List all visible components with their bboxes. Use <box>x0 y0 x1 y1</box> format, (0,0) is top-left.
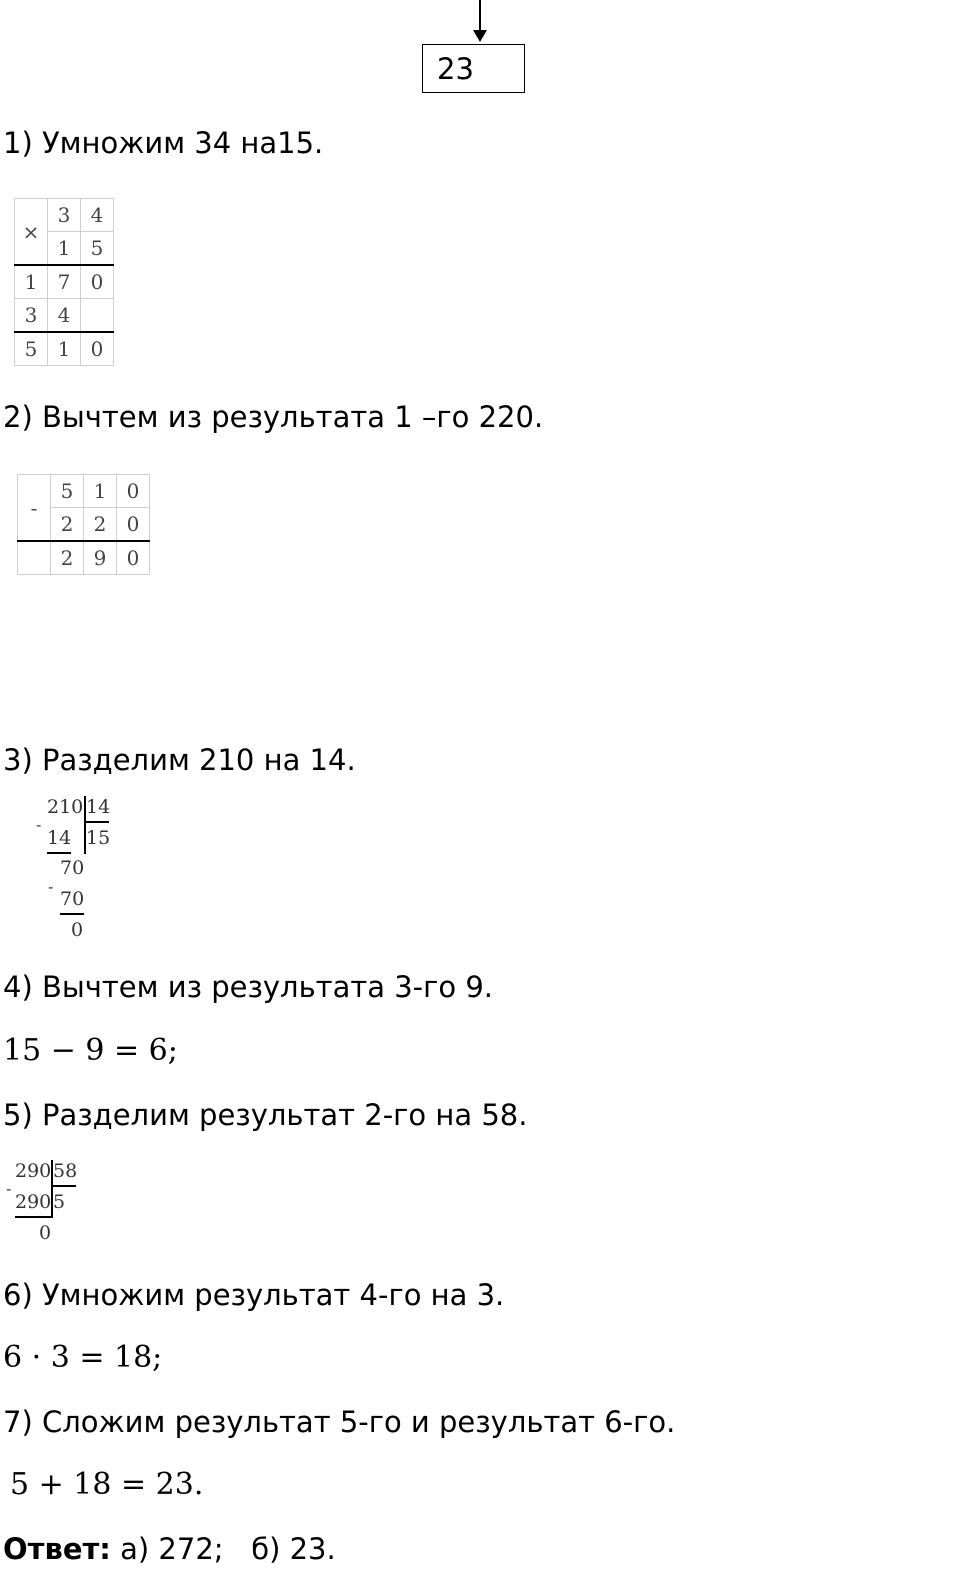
underline <box>47 852 71 854</box>
dividend: 210 <box>47 796 84 818</box>
equation-step-4: 15 − 9 = 6; <box>3 1033 178 1068</box>
step-5-text: 5) Разделим результат 2-го на 58. <box>3 1098 528 1132</box>
answer-line <box>3 1532 336 1566</box>
divisor: 58 <box>53 1160 78 1182</box>
quotient: 5 <box>53 1191 66 1213</box>
answer-label: Ответ: <box>3 1532 111 1566</box>
long-division-290-by-58 <box>6 1160 86 1250</box>
step-6-text: 6) Умножим результат 4-го на 3. <box>3 1278 505 1312</box>
step-3-text: 3) Разделим 210 на 14. <box>3 743 356 777</box>
arrow-line <box>479 0 481 34</box>
step-2-text: 2) Вычтем из результата 1 –го 220. <box>3 400 544 434</box>
step-1-text: 1) Умножим 34 на15. <box>3 126 324 160</box>
table-cell <box>81 299 114 333</box>
dividend: 290 <box>15 1160 52 1182</box>
table-cell: 0 <box>117 508 150 542</box>
table-cell: 1 <box>84 475 117 508</box>
table-cell: 2 <box>51 541 84 575</box>
equation-step-7: 5 + 18 = 23. <box>10 1467 204 1502</box>
minus-sign: - <box>18 475 51 542</box>
arrow-down-icon <box>473 30 487 42</box>
minus-sign: - <box>36 815 42 834</box>
subtrahend: 290 <box>15 1191 52 1213</box>
table-cell: 0 <box>81 265 114 299</box>
divisor-underline <box>52 1185 76 1187</box>
answer-text: а) 272; б) 23. <box>110 1532 336 1566</box>
table-cell: 2 <box>51 508 84 542</box>
table-cell <box>18 541 51 575</box>
quotient: 15 <box>86 827 111 849</box>
table-cell: 7 <box>48 265 81 299</box>
table-cell: 2 <box>84 508 117 542</box>
table-cell: 4 <box>48 299 81 333</box>
table-cell: 3 <box>48 199 81 232</box>
table-cell: 5 <box>81 232 114 266</box>
result-box: 23 <box>422 44 525 93</box>
table-cell: 3 <box>15 299 48 333</box>
table-cell: 1 <box>48 232 81 266</box>
table-cell: 5 <box>15 332 48 366</box>
remainder: 0 <box>71 919 84 941</box>
subtraction-table <box>17 474 150 575</box>
table-cell: 5 <box>51 475 84 508</box>
step-4-text: 4) Вычтем из результата 3-го 9. <box>3 970 494 1004</box>
subtrahend: 14 <box>47 827 72 849</box>
table-cell: 1 <box>15 265 48 299</box>
remainder: 70 <box>60 857 85 879</box>
minus-sign: - <box>6 1179 12 1198</box>
divisor-underline <box>85 821 109 823</box>
table-cell: 0 <box>81 332 114 366</box>
underline <box>15 1216 51 1218</box>
step-7-text: 7) Сложим результат 5-го и результат 6-го. <box>3 1405 676 1439</box>
table-cell: 1 <box>48 332 81 366</box>
long-division-210-by-14 <box>36 796 116 946</box>
table-cell: 4 <box>81 199 114 232</box>
minus-sign: - <box>48 877 54 896</box>
subtrahend: 70 <box>60 888 85 910</box>
underline <box>60 913 84 915</box>
multiply-sign: × <box>15 199 48 266</box>
table-cell: 0 <box>117 475 150 508</box>
remainder: 0 <box>39 1222 52 1244</box>
equation-step-6: 6 · 3 = 18; <box>3 1340 163 1375</box>
divisor: 14 <box>86 796 111 818</box>
table-cell: 0 <box>117 541 150 575</box>
table-cell: 9 <box>84 541 117 575</box>
multiplication-table <box>14 198 114 366</box>
